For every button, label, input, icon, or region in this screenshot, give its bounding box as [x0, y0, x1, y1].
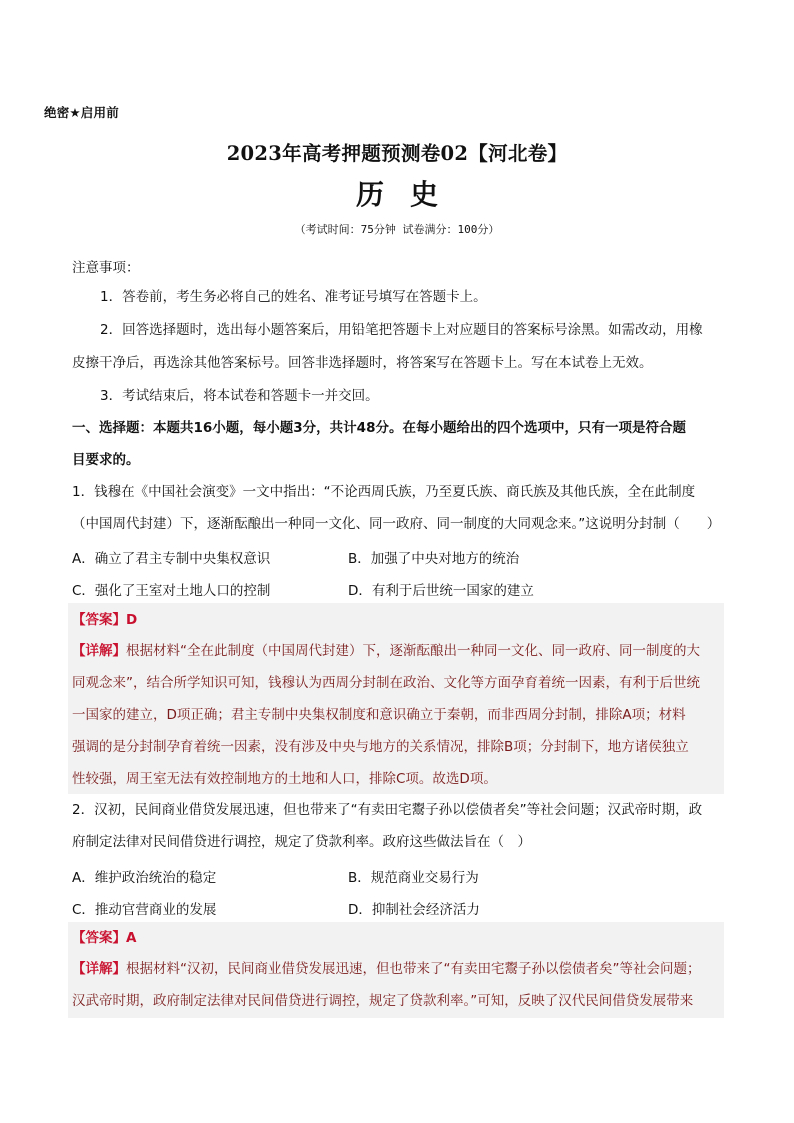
q1-detail-line: 【详解】根据材料“全在此制度（中国周代封建）下，逐渐酝酿出一种同一文化、同一政府、同一制度的大 [72, 643, 700, 659]
notice-item: 2．回答选择题时，选出每小题答案后，用铅笔把答题卡上对应题目的答案标号涂黑。如需改动，用橡 [100, 322, 703, 338]
answer-tag: 【答案】 [72, 612, 126, 628]
q2-option-a: A．维护政治统治的稳定 [72, 870, 217, 886]
q2-detail-line: 【详解】根据材料“汉初，民间商业借贷发展迅速，但也带来了“有卖田宅鬻子孙以偿债者矣”等社会问题； [72, 961, 701, 977]
answer-tag: 【答案】 [72, 930, 126, 946]
q1-answer [72, 610, 137, 630]
q2-answer [72, 928, 136, 948]
q1-detail-line: 性较强，周王室无法有效控制地方的土地和人口，排除C项。故选D项。 [72, 771, 497, 787]
exam-info: （考试时间：75分钟 试卷满分：100分） [294, 223, 500, 236]
q2-option-c: C．推动官营商业的发展 [72, 902, 217, 918]
q1-option-a: A．确立了君主专制中央集权意识 [72, 551, 271, 567]
confidential-label: 绝密★启用前 [44, 105, 119, 120]
detail-tag: 【详解】 [72, 961, 126, 977]
q1-option-c: C．强化了王室对土地人口的控制 [72, 583, 271, 599]
question-1-stem: 1．钱穆在《中国社会演变》一文中指出：“不论西周氏族，乃至夏氏族、商氏族及其他氏族，全在此制度 [72, 484, 696, 500]
section-heading: 一、选择题：本题共16小题，每小题3分，共计48分。在每小题给出的四个选项中，只有一项是符合题 [72, 420, 686, 436]
q1-detail-line: 同观念来”，结合所学知识可知，钱穆认为西周分封制在政治、文化等方面孕育着统一因素，有利于后世统 [72, 675, 700, 691]
question-1-stem-cont: （中国周代封建）下，逐渐酝酿出一种同一文化、同一政府、同一制度的大同观念来。”这说明分封制（ ） [72, 516, 721, 532]
q1-answer-block [68, 603, 724, 794]
detail-tag: 【详解】 [72, 643, 126, 659]
answer-value: D [126, 612, 138, 628]
notice-item: 1．答卷前，考生务必将自己的姓名、准考证号填写在答题卡上。 [100, 289, 487, 305]
question-2-stem: 2．汉初，民间商业借贷发展迅速，但也带来了“有卖田宅鬻子孙以偿债者矣”等社会问题；汉武帝时期，政 [72, 802, 703, 818]
q1-detail-line: 一国家的建立，D项正确；君主专制中央集权制度和意识确立于秦朝，而非西周分封制，排除A项；材料 [72, 707, 686, 723]
q1-option-b: B．加强了中央对地方的统治 [348, 551, 520, 567]
section-heading-cont: 目要求的。 [72, 452, 140, 468]
q2-detail-line: 汉武帝时期，政府制定法律对民间借贷进行调控，规定了贷款利率。”可知，反映了汉代民间借贷发展带来 [72, 993, 694, 1009]
question-2-stem-cont: 府制定法律对民间借贷进行调控，规定了贷款利率。政府这些做法旨在（ ） [72, 834, 531, 850]
notice-heading: 注意事项： [72, 260, 140, 276]
notice-item: 3．考试结束后，将本试卷和答题卡一并交回。 [100, 388, 379, 404]
q2-option-d: D．抑制社会经济活力 [348, 902, 480, 918]
q2-answer-block [68, 922, 724, 1018]
q1-option-d: D．有利于后世统一国家的建立 [348, 583, 534, 599]
exam-title: 2023年高考押题预测卷02【河北卷】 [226, 142, 568, 165]
answer-value: A [126, 930, 137, 946]
subject-title: 历史 [355, 178, 464, 211]
q1-detail-line: 强调的是分封制孕育着统一因素，没有涉及中央与地方的关系情况，排除B项；分封制下，地方诸侯独立 [72, 739, 689, 755]
q2-option-b: B．规范商业交易行为 [348, 870, 479, 886]
notice-item: 皮擦干净后，再选涂其他答案标号。回答非选择题时，将答案写在答题卡上。写在本试卷上无效。 [72, 355, 653, 371]
